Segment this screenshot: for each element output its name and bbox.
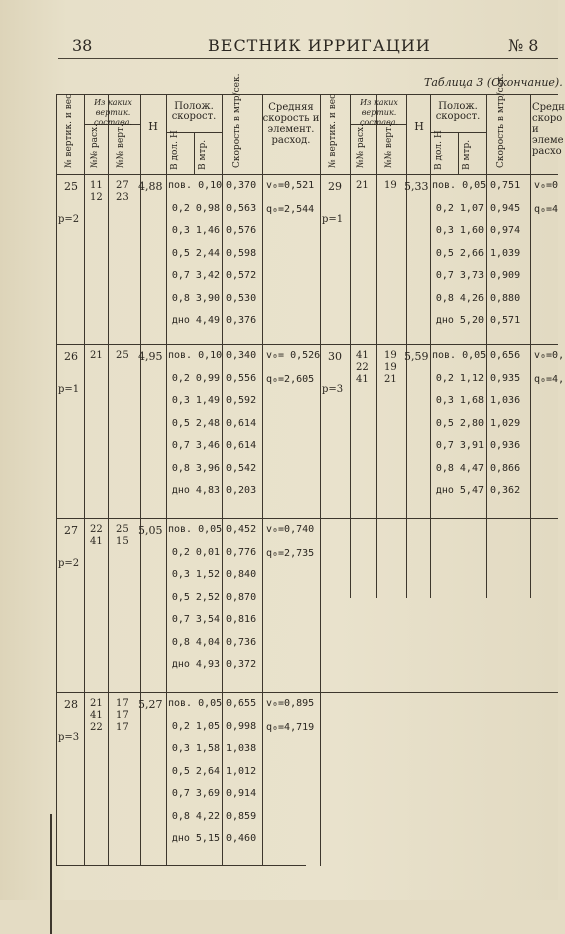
right-group-speed: 0,935 (490, 372, 521, 384)
right-group-position: 0,7 3,73 (435, 270, 484, 281)
left-group-vert-num: 23 (116, 192, 129, 203)
left-group-vert-number: 26 (64, 350, 78, 363)
column-rule (108, 94, 109, 866)
left-speed-header: Скорость в мтр/сек. (232, 73, 242, 168)
left-group-vert-num: 15 (116, 536, 129, 547)
table-caption: Таблица 3 (Окончание). (424, 76, 563, 89)
left-group-vert-num: 17 (116, 698, 129, 709)
subhead-rule (194, 132, 195, 174)
left-group-speed: 0,614 (226, 440, 257, 451)
left-group-position: 0,3 1,46 (171, 225, 220, 236)
left-H-header: H (148, 120, 158, 133)
left-group-position: пов. 0,10 (168, 350, 223, 361)
left-group-position: 0,7 3,69 (171, 788, 220, 799)
right-group-vert-num: 21 (384, 374, 397, 385)
left-group-position: 0,8 4,22 (171, 810, 220, 822)
left-group-position: 0,7 3,46 (171, 440, 220, 451)
left-group-position: 0,5 2,64 (171, 765, 220, 777)
left-group-speed: 0,376 (226, 315, 257, 326)
left-group-rasch-num: 22 (90, 722, 103, 733)
right-group-position: 0,7 3,91 (435, 440, 484, 451)
right-group-position: 0,3 1,68 (435, 395, 484, 406)
left-group-position: пов. 0,05 (168, 524, 223, 535)
left-group-position: пов. 0,10 (168, 180, 223, 191)
left-group-position: дно 4,93 (171, 659, 220, 670)
left-group-position: 0,3 1,52 (171, 569, 220, 580)
right-group-vert-num: 19 (384, 180, 397, 191)
left-group-speed: 0,372 (226, 659, 257, 670)
left-group-position: 0,7 3,42 (171, 270, 220, 281)
left-group-header: Из каких вертик. состава. (93, 98, 133, 127)
left-group-position: 0,8 3,96 (171, 462, 220, 474)
left-group-rasch-num: 11 (90, 180, 103, 191)
right-group-position: дно 5,47 (435, 485, 484, 496)
left-group-speed: 0,370 (226, 180, 257, 191)
right-rasch-header: №№ расх. (356, 124, 366, 168)
right-group-vert-number: 30 (328, 350, 342, 363)
left-group-depth-H: 5,27 (138, 698, 163, 711)
right-group-position: 0,2 1,12 (435, 372, 484, 384)
left-group-rasch-num: 21 (90, 350, 103, 361)
left-group-speed: 1,038 (226, 743, 257, 754)
right-group-q0: q₀=4, (534, 374, 565, 385)
right-H-header: H (414, 120, 424, 133)
column-rule (56, 94, 57, 866)
left-group-speed: 0,776 (226, 546, 257, 558)
left-group-speed: 0,563 (226, 202, 257, 214)
right-group-vert-num: 19 (384, 350, 397, 361)
left-group-position: пов. 0,05 (168, 698, 223, 709)
left-group-position: дно 5,15 (171, 833, 220, 844)
left-group-v0: v₀= 0,526 (266, 350, 321, 361)
left-avg-header: Средняя скорость и элемент. расход. (262, 102, 320, 146)
left-group-position: 0,3 1,49 (171, 395, 220, 406)
right-group-speed: 0,974 (490, 225, 521, 236)
table-top-rule (56, 94, 558, 95)
left-group-q0: q₀=2,735 (266, 548, 315, 559)
left-group-v0: v₀=0,740 (266, 524, 315, 535)
left-group-position: 0,2 0,01 (171, 546, 220, 558)
right-group-weight: p=1 (322, 214, 344, 225)
left-group-speed: 0,592 (226, 395, 257, 406)
right-pos-header: Полож. скорост. (435, 101, 481, 122)
right-group-vert-number: 29 (328, 180, 342, 193)
column-rule (486, 94, 487, 598)
journal-title: ВЕСТНИК ИРРИГАЦИИ (208, 36, 431, 55)
left-group-speed: 0,614 (226, 417, 257, 429)
right-avg-header: Средн скоро и элеме расхо (532, 102, 565, 157)
right-group-vert-num: 19 (384, 362, 397, 373)
right-share-header: В дол. H (434, 130, 444, 170)
left-group-speed: 0,556 (226, 372, 257, 384)
left-group-speed: 0,859 (226, 810, 257, 822)
right-group-position: 0,8 4,47 (435, 462, 484, 474)
left-group-depth-H: 4,95 (138, 350, 163, 363)
left-group-position: 0,5 2,44 (171, 247, 220, 259)
table-left-edge (50, 814, 52, 934)
left-group-q0: q₀=4,719 (266, 722, 315, 733)
group-rule (56, 518, 558, 519)
left-group-position: 0,2 0,98 (171, 202, 220, 214)
left-group-vert-num: 25 (116, 350, 129, 361)
left-group-speed: 0,598 (226, 247, 257, 259)
right-group-rasch-num: 21 (356, 180, 369, 191)
left-group-vert-num: 27 (116, 180, 129, 191)
left-group-rasch-num: 41 (90, 710, 103, 721)
right-group-speed: 0,909 (490, 270, 521, 281)
left-group-q0: q₀=2,544 (266, 204, 315, 215)
column-rule (430, 94, 431, 598)
right-group-depth-H: 5,59 (404, 350, 429, 363)
right-group-speed: 1,036 (490, 395, 521, 406)
column-rule (320, 94, 321, 866)
left-group-weight: p=2 (58, 558, 80, 569)
column-rule (140, 94, 141, 866)
left-verts-header: №№ верт. (116, 124, 126, 168)
right-group-speed: 1,039 (490, 247, 521, 259)
right-group-speed: 0,866 (490, 462, 521, 474)
left-group-speed: 0,576 (226, 225, 257, 236)
column-rule (166, 94, 167, 866)
right-group-speed: 1,029 (490, 417, 521, 429)
left-pos-header: Полож. скорост. (171, 101, 217, 122)
column-rule (222, 94, 223, 866)
left-group-speed: 0,870 (226, 591, 257, 603)
right-vert-header: № вертик. и вес (328, 93, 338, 168)
right-group-rasch-num: 22 (356, 362, 369, 373)
right-group-position: 0,5 2,80 (435, 417, 484, 429)
left-group-v0: v₀=0,521 (266, 180, 315, 191)
left-group-weight: p=2 (58, 214, 80, 225)
left-group-position: 0,5 2,52 (171, 591, 220, 603)
left-vert-header: № вертик. и вес (64, 93, 74, 168)
left-group-vert-num: 25 (116, 524, 129, 535)
left-group-speed: 0,460 (226, 833, 257, 844)
left-group-speed: 0,203 (226, 485, 257, 496)
column-rule (530, 94, 531, 598)
left-group-speed: 0,655 (226, 698, 257, 709)
header-rule (58, 58, 558, 59)
left-group-position: дно 4,49 (171, 315, 220, 326)
left-group-speed: 0,530 (226, 292, 257, 304)
column-rule (84, 94, 85, 866)
left-group-rasch-num: 12 (90, 192, 103, 203)
column-rule (376, 94, 377, 598)
right-group-position: пов. 0,05 (432, 350, 487, 361)
right-group-speed: 0,656 (490, 350, 521, 361)
right-speed-header: Скорость в мтр/сек. (496, 73, 506, 168)
left-group-v0: v₀=0,895 (266, 698, 315, 709)
left-group-rasch-num: 22 (90, 524, 103, 535)
left-rasch-header: №№ расх. (90, 124, 100, 168)
left-group-position: 0,7 3,54 (171, 614, 220, 625)
right-group-v0: v₀=0 (534, 180, 559, 191)
left-group-position: 0,8 3,90 (171, 292, 220, 304)
right-group-speed: 0,571 (490, 315, 521, 326)
left-group-q0: q₀=2,605 (266, 374, 315, 385)
right-group-speed: 0,880 (490, 292, 521, 304)
left-group-speed: 0,998 (226, 720, 257, 732)
right-group-depth-H: 5,33 (404, 180, 429, 193)
right-group-header: Из каких вертик. состава. (359, 98, 399, 127)
left-group-speed: 1,012 (226, 765, 257, 777)
right-group-speed: 0,936 (490, 440, 521, 451)
subhead-rule (458, 132, 459, 174)
left-share-header: В дол. H (170, 130, 180, 170)
left-group-vert-number: 27 (64, 524, 78, 537)
left-group-position: 0,8 4,04 (171, 636, 220, 648)
left-group-speed: 0,816 (226, 614, 257, 625)
left-group-position: 0,5 2,48 (171, 417, 220, 429)
right-group-q0: q₀=4 (534, 204, 559, 215)
right-verts-header: №№ верт. (384, 124, 394, 168)
right-group-rasch-num: 41 (356, 374, 369, 385)
left-group-rasch-num: 21 (90, 698, 103, 709)
left-group-speed: 0,340 (226, 350, 257, 361)
right-group-speed: 0,945 (490, 202, 521, 214)
left-group-position: 0,3 1,58 (171, 743, 220, 754)
left-group-speed: 0,840 (226, 569, 257, 580)
page-number: 38 (72, 36, 93, 55)
column-rule (262, 94, 263, 866)
left-group-speed: 0,914 (226, 788, 257, 799)
right-group-position: 0,3 1,60 (435, 225, 484, 236)
group-rule (56, 692, 558, 693)
left-group-position: дно 4,83 (171, 485, 220, 496)
left-group-position: 0,2 0,99 (171, 372, 220, 384)
left-m-header: В мтр. (198, 139, 208, 170)
table-head-rule (56, 174, 558, 175)
right-group-speed: 0,751 (490, 180, 521, 191)
left-group-vert-num: 17 (116, 710, 129, 721)
right-group-position: дно 5,20 (435, 315, 484, 326)
right-group-position: 0,8 4,26 (435, 292, 484, 304)
left-group-speed: 0,572 (226, 270, 257, 281)
right-group-position: пов. 0,05 (432, 180, 487, 191)
left-group-speed: 0,736 (226, 636, 257, 648)
right-group-rasch-num: 41 (356, 350, 369, 361)
left-group-vert-number: 28 (64, 698, 78, 711)
right-group-v0: v₀=0, (534, 350, 565, 361)
left-group-vert-number: 25 (64, 180, 78, 193)
column-rule (350, 94, 351, 598)
left-group-position: 0,2 1,05 (171, 720, 220, 732)
right-m-header: В мтр. (462, 139, 472, 170)
right-group-position: 0,5 2,66 (435, 247, 484, 259)
group-rule (56, 344, 558, 345)
right-group-position: 0,2 1,07 (435, 202, 484, 214)
right-group-speed: 0,362 (490, 485, 521, 496)
issue-number: № 8 (508, 36, 539, 55)
right-group-weight: p=3 (322, 384, 344, 395)
page-header (0, 36, 558, 60)
left-group-weight: p=3 (58, 732, 80, 743)
left-group-weight: p=1 (58, 384, 80, 395)
left-group-depth-H: 4,88 (138, 180, 163, 193)
column-rule (406, 94, 407, 598)
left-group-vert-num: 17 (116, 722, 129, 733)
left-group-depth-H: 5,05 (138, 524, 163, 537)
left-group-speed: 0,542 (226, 462, 257, 474)
left-group-speed: 0,452 (226, 524, 257, 535)
left-group-rasch-num: 41 (90, 536, 103, 547)
table-bottom-rule (56, 865, 306, 866)
